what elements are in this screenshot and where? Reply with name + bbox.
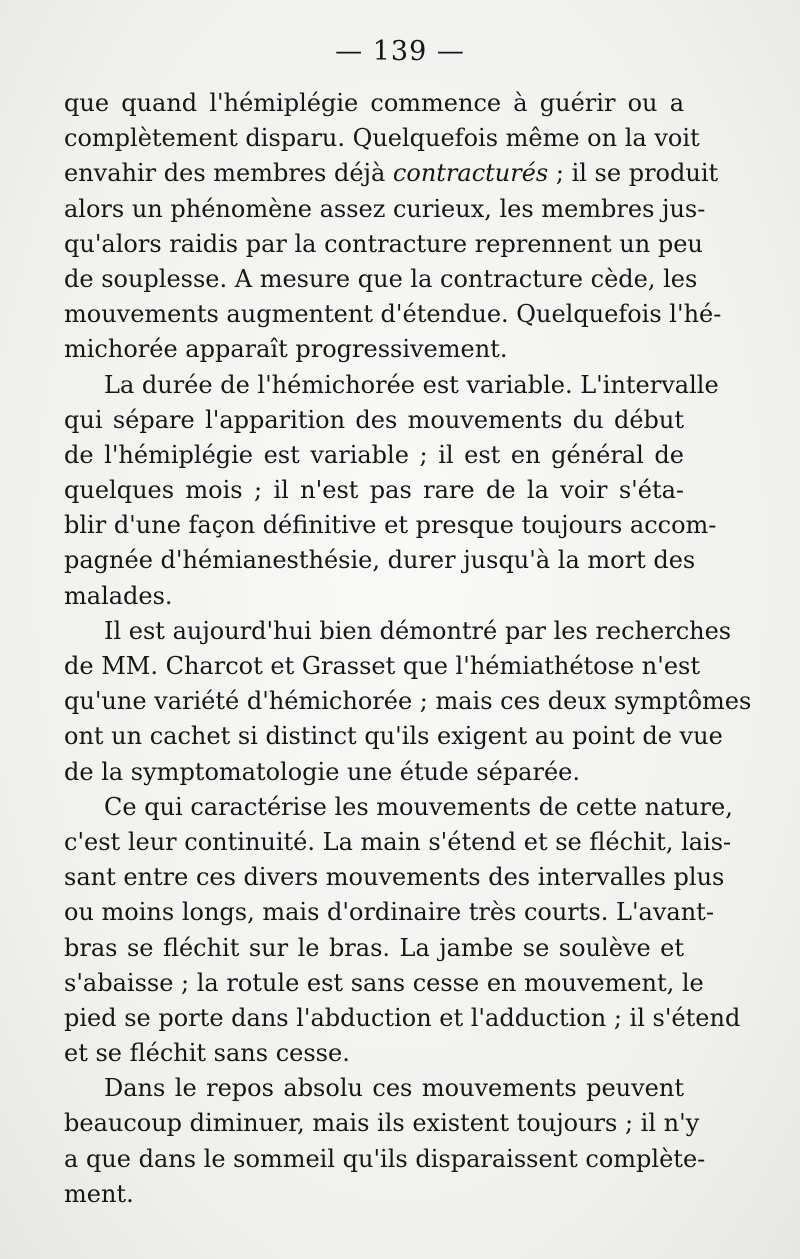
text-line: blir d'une façon définitive et presque toujours accom- xyxy=(64,511,717,540)
text-line: de MM. Charcot et Grasset que l'hémiathétose n'est xyxy=(64,652,700,680)
text-line: que quand l'hémiplégie commence à guérir ou a xyxy=(64,89,684,117)
paragraph xyxy=(64,86,722,368)
body-text xyxy=(64,86,752,1212)
text-line: beaucoup diminuer, mais ils existent toujours ; il n'y xyxy=(64,1109,700,1138)
text-line: pagnée d'hémianesthésie, durer jusqu'à la mort des xyxy=(64,546,696,575)
text-line: Ce qui caractérise les mouvements de cette nature, xyxy=(104,792,733,821)
text-line: quelques mois ; il n'est pas rare de la voir s'éta- xyxy=(64,476,684,505)
text-line: complètement disparu. Quelquefois même on la voit xyxy=(64,124,700,153)
paragraph xyxy=(64,368,719,614)
text-line: qu'une variété d'hémichorée ; mais ces deux symptômes xyxy=(64,687,752,716)
text-line: Dans le repos absolu ces mouvements peuvent xyxy=(104,1074,684,1103)
text-line: La durée de l'hémichorée est variable. L'intervalle xyxy=(104,370,719,399)
text-line: envahir des membres déjà contracturés ; il se produit xyxy=(64,159,719,188)
text-line: de l'hémiplégie est variable ; il est en général de xyxy=(64,440,684,469)
text-line: a que dans le sommeil qu'ils disparaissent complète- xyxy=(64,1144,706,1173)
text-line: de la symptomatologie une étude séparée. xyxy=(64,757,580,786)
italic-word: contracturés xyxy=(392,159,549,188)
paragraph xyxy=(64,790,741,1072)
text-line: michorée apparaît progressivement. xyxy=(64,335,508,364)
text-line: bras se fléchit sur le bras. La jambe se soulève et xyxy=(64,933,684,962)
text-line: sant entre ces divers mouvements des intervalles plus xyxy=(64,863,725,892)
paragraph xyxy=(64,1071,706,1212)
text-line: mouvements augmentent d'étendue. Quelquefois l'hé- xyxy=(64,300,722,329)
text-line: ou moins longs, mais d'ordinaire très courts. L'avant- xyxy=(64,898,714,927)
text-line: pied se porte dans l'abduction et l'adduction ; il s'étend xyxy=(64,1003,741,1032)
text-line: qui sépare l'apparition des mouvements du début xyxy=(64,405,684,434)
text-line: Il est aujourd'hui bien démontré par les recherches xyxy=(104,616,732,645)
text-line: qu'alors raidis par la contracture reprennent un peu xyxy=(64,229,703,258)
page-number: — 139 — xyxy=(335,36,465,67)
text-line: ment. xyxy=(64,1179,134,1208)
text-line: et se fléchit sans cesse. xyxy=(64,1039,350,1068)
text-line: de souplesse. A mesure que la contracture cède, les xyxy=(64,264,698,293)
paragraph xyxy=(64,614,752,790)
text-line: s'abaisse ; la rotule est sans cesse en mouvement, le xyxy=(64,968,704,997)
text-line: malades. xyxy=(64,581,173,610)
text-line: c'est leur continuité. La main s'étend et se fléchit, lais- xyxy=(64,827,732,856)
text-line: ont un cachet si distinct qu'ils exigent au point de vue xyxy=(64,722,723,751)
text-line: alors un phénomène assez curieux, les membres jus- xyxy=(64,194,706,223)
